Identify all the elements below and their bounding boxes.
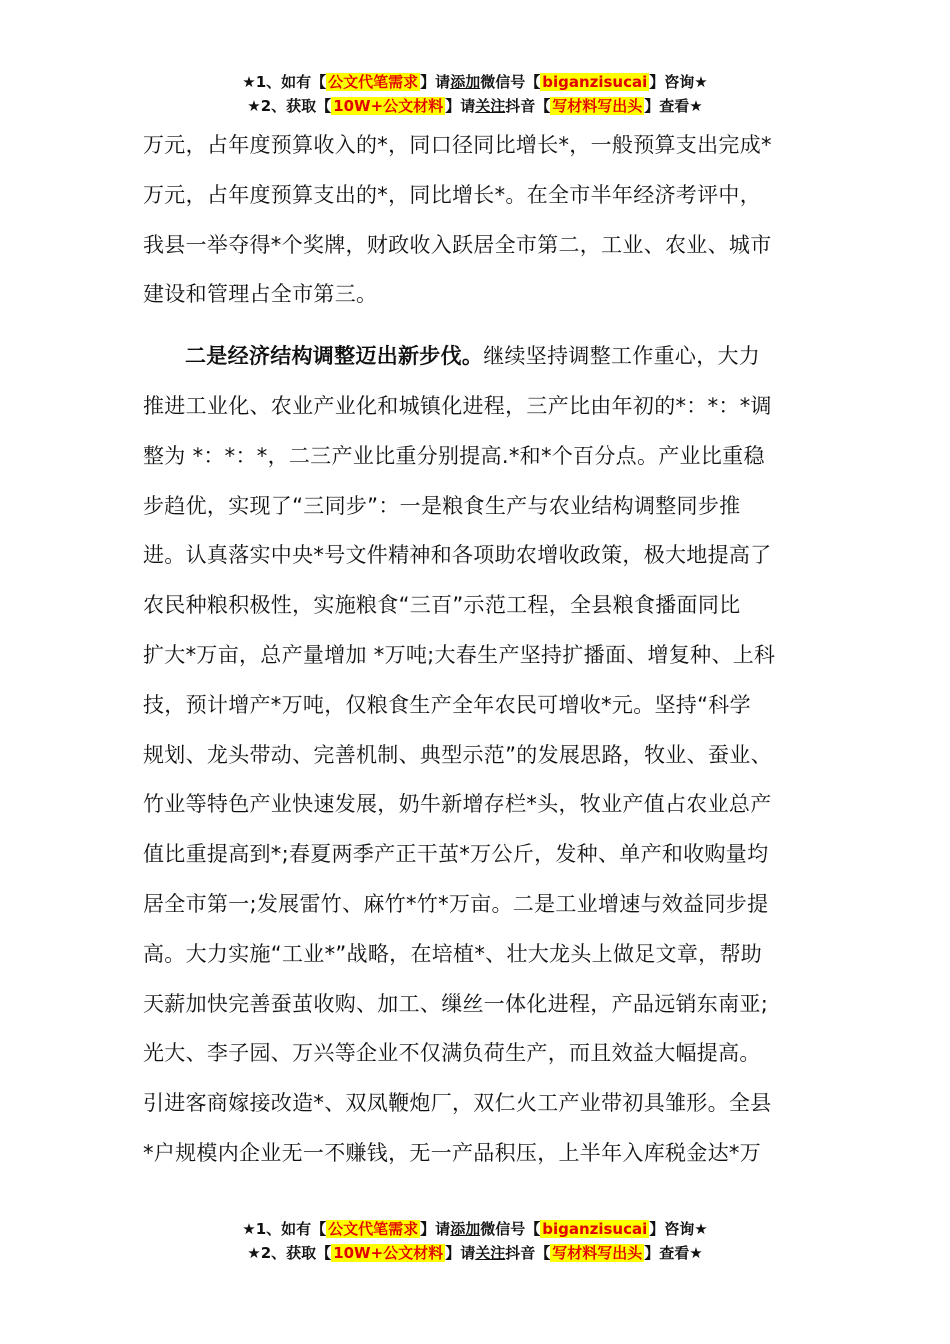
highlight-badge: 公文代笔需求: [328, 1220, 419, 1238]
header-banner: [0, 70, 950, 118]
footer-banner: [0, 1217, 950, 1265]
banner-text: 】咨询★: [649, 1220, 708, 1238]
text-line: 进。认真落实中央*号文件精神和各项助农增收政策，极大地提高了: [143, 543, 772, 568]
underlined-text: 添加: [450, 1220, 481, 1238]
banner-text: ★2、获取【: [247, 1244, 332, 1262]
text-line: [143, 332, 823, 382]
banner-text: ★2、获取【: [247, 97, 332, 115]
paragraph-gap: [143, 320, 823, 332]
underlined-text: 添加: [450, 73, 481, 91]
banner-text: 微信号【: [480, 73, 541, 91]
paragraph-2: [143, 332, 823, 1179]
banner-text: 】请: [445, 97, 476, 115]
banner-line-2: [0, 1241, 950, 1265]
text-line: 值比重提高到*;春夏两季产正干茧*万公斤，发种、单产和收购量均: [143, 842, 769, 867]
banner-text: 】查看★: [644, 1244, 703, 1262]
text-line: 技，预计增产*万吨，仅粮食生产全年农民可增收*元。坚持“科学: [143, 692, 751, 717]
banner-text: ★1、如有【: [242, 1220, 327, 1238]
paragraph-1: [143, 121, 823, 320]
text-fragment: 继续坚持调整工作重心，大力: [483, 344, 761, 369]
text-line: 万元，占年度预算支出的*，同比增长*。在全市半年经济考评中，: [143, 182, 761, 207]
banner-text: 抖音【: [505, 1244, 551, 1262]
douyin-id-badge: 写材料写出头: [552, 1244, 643, 1262]
text-line: 步趋优，实现了“三同步”：一是粮食生产与农业结构调整同步推: [143, 493, 741, 518]
highlight-badge: 10W+公文材料: [333, 1244, 444, 1262]
banner-text: 抖音【: [505, 97, 551, 115]
text-line: *户规模内企业无一不赚钱，无一产品积压，上半年入库税金达*万: [143, 1140, 761, 1165]
highlight-badge: 公文代笔需求: [328, 73, 419, 91]
text-line: 高。大力实施“工业*”战略，在培植*、壮大龙头上做足文章，帮助: [143, 941, 763, 966]
douyin-id-badge: 写材料写出头: [552, 97, 643, 115]
text-line: 竹业等特色产业快速发展，奶牛新增存栏*头，牧业产值占农业总产: [143, 792, 772, 817]
text-line: 整为 *：*：*，二三产业比重分别提高.*和*个百分点。产业比重稳: [143, 443, 765, 468]
underlined-text: 关注: [475, 1244, 506, 1262]
banner-text: 】请: [420, 1220, 451, 1238]
banner-line-1: [0, 1217, 950, 1241]
wechat-id-badge: biganzisucai: [542, 73, 648, 91]
banner-line-2: [0, 94, 950, 118]
wechat-id-badge: biganzisucai: [542, 1220, 648, 1238]
text-line: 农民种粮积极性，实施粮食“三百”示范工程，全县粮食播面同比: [143, 593, 741, 618]
text-line: 天薪加快完善蚕茧收购、加工、缫丝一体化进程，产品远销东南亚;: [143, 991, 769, 1016]
highlight-badge: 10W+公文材料: [333, 97, 444, 115]
banner-text: 】请: [420, 73, 451, 91]
document-body: [143, 121, 823, 1179]
text-line: 扩大*万亩，总产量增加 *万吨;大春生产坚持扩播面、增复种、上科: [143, 642, 776, 667]
text-line: 规划、龙头带动、完善机制、典型示范”的发展思路，牧业、蚕业、: [143, 742, 772, 767]
banner-text: 】咨询★: [649, 73, 708, 91]
text-line: 居全市第一;发展雷竹、麻竹*竹*万亩。二是工业增速与效益同步提: [143, 891, 769, 916]
text-line: 光大、李子园、万兴等企业不仅满负荷生产，而且效益大幅提高。: [143, 1041, 761, 1066]
underlined-text: 关注: [475, 97, 506, 115]
banner-text: ★1、如有【: [242, 73, 327, 91]
banner-text: 微信号【: [480, 1220, 541, 1238]
banner-line-1: [0, 70, 950, 94]
text-line: 建设和管理占全市第三。: [143, 282, 378, 307]
text-line: 我县一举夺得*个奖牌，财政收入跃居全市第二，工业、农业、城市: [143, 232, 772, 257]
section-heading: 二是经济结构调整迈出新步伐。: [185, 344, 484, 369]
banner-text: 】请: [445, 1244, 476, 1262]
text-line: 引进客商嫁接改造*、双凤鞭炮厂，双仁火工产业带初具雏形。全县: [143, 1091, 772, 1116]
text-line: 推进工业化、农业产业化和城镇化进程，三产比由年初的*：*：*调: [143, 393, 772, 418]
banner-text: 】查看★: [644, 97, 703, 115]
text-line: 万元，占年度预算收入的*，同口径同比增长*，一般预算支出完成*: [143, 133, 772, 157]
